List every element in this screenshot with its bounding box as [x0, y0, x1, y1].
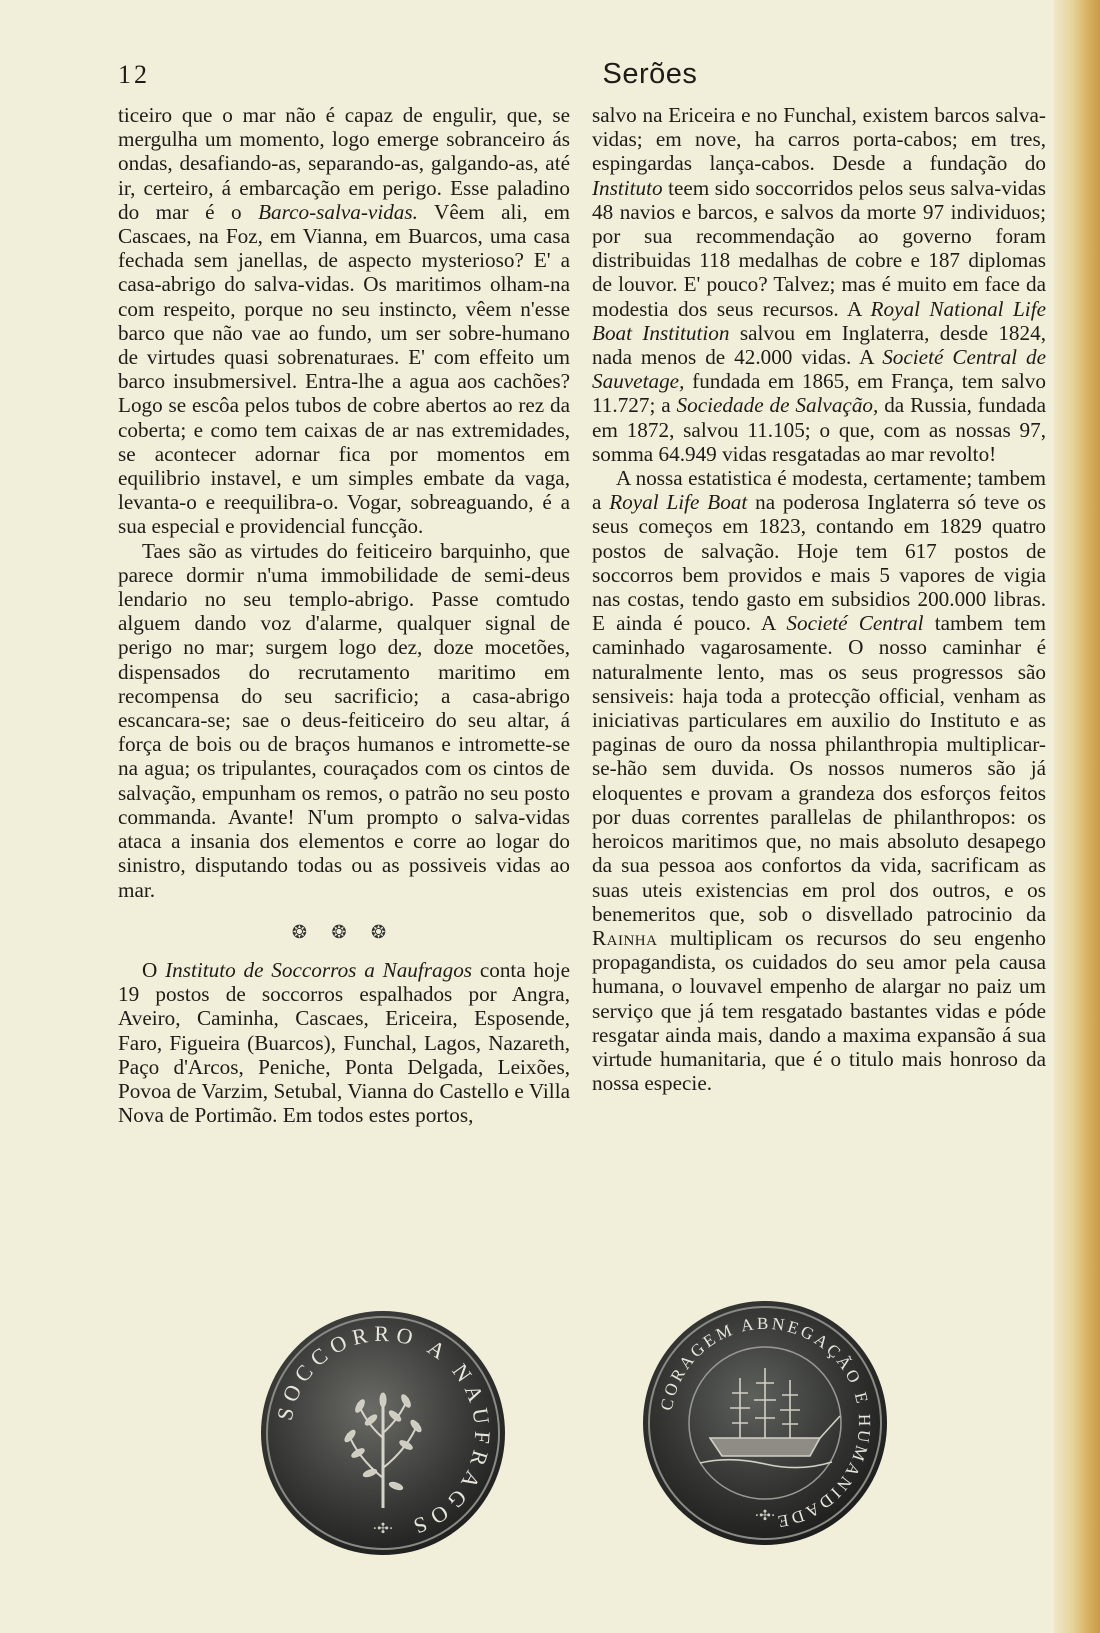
- page-header: [118, 58, 1058, 98]
- paragraph: O Instituto de Soccorros a Naufragos conta hoje 19 postos de soccorros espalhados por Angra, Aveiro, Caminha, Cascaes, Ericeira, Esposende, Faro, Figueira (Buarcos), Funchal, Lagos, Nazareth, Paço d'Arcos, Peniche, Ponta Delgada, Leixões, Povoa de Varzim, Setubal, Vianna do Castello e Villa Nova de Portimão. Em todos estes portos,: [118, 957, 570, 1128]
- section-ornament: ❂ ❂ ❂: [291, 921, 397, 942]
- svg-text:·✣·: ·✣·: [372, 1521, 394, 1537]
- medal-inscription: SOCCORRO A NAUFRAGOS: [271, 1320, 496, 1542]
- small-caps: Rainha: [592, 925, 658, 950]
- running-title: Serões: [602, 58, 698, 90]
- emphasis: Societé Central: [786, 611, 924, 636]
- paragraph: ticeiro que o mar não é capaz de engulir, que, se mergulha um momento, logo emerge sobranceiro ás ondas, desafiando-as, separando-as, galgando-as, até ir, certeiro, á embarcação em perigo. Esse paladino do mar é o Barco-salva-vidas. Vêem ali, em Cascaes, na Foz, em Vianna, em Buarcos, uma casa fechada sem janellas, de aspecto mysterioso? E' a casa-abrigo do salva-vidas. Os maritimos olham-na com respeito, porque no seu instincto, vêem n'esse barco que não vae ao fundo, um ser sobre-humano de virtudes quasi sobrenaturaes. E' com effeito um barco insubmersivel. Entra-lhe a agua aos cachões? Logo se escôa pelos tubos de cobre abertos ao rez da coberta; e como tem caixas de ar nas extremidades, se acontecer adornar fica por momentos em equilibrio instavel, e um simples embate da vaga, levanta-o e reequilibra-o. Vogar, sobreaguando, é a sua especial e providencial funcção.: [118, 103, 570, 539]
- svg-text:·✣·: ·✣·: [754, 1508, 776, 1524]
- emphasis: Societé Central de Sauvetage,: [592, 345, 1046, 394]
- emphasis: Royal Life Boat: [609, 490, 748, 515]
- emphasis: Royal National Life Boat Institution: [592, 296, 1046, 345]
- left-column: [118, 103, 570, 1127]
- right-column: [592, 103, 1046, 1095]
- medal-inscription: CORAGEM ABNEGAÇÃO E HUMANIDADE: [656, 1313, 875, 1532]
- paragraph: A nossa estatistica é modesta, certamente; tambem a Royal Life Boat na poderosa Inglaterra só teve os seus começos em 1823, contando em 1829 quatro postos de salvação. Hoje tem 617 postos de soccorros bem providos e mais 5 vapores de vigia nas costas, tendo gasto em subsidios 200.000 libras. E ainda é pouco. A Societé Central tambem tem caminhado vagarosamente. O nosso caminhar é naturalmente lento, mas os seus progressos são sensiveis: haja toda a protecção official, venham as iniciativas particulares em auxilio do Instituto e as paginas de ouro da nossa philanthropia multiplicar-se-hão sem duvida. Os nossos numeros são já eloquentes e provam a grandeza dos esforços feitos por duas correntes parallelas de philanthropos: os heroicos maritimos que, no mais absoluto desapego da sua pessoa aos confortos da vida, sacrificam as suas uteis existencias em prol dos outros, e os benemeritos que, sob o disvellado patrocinio da Rainha multiplicam os recursos do seu engenho propagandista, os cuidados do seu amor pela causa humana, o louvavel empenho de alargar no paiz um serviço que já tem resgatado bastantes vidas e póde resgatar ainda mais, dando a maxima expansão á sua virtude humanitaria, que é o titulo mais honroso da nossa especie.: [592, 466, 1046, 1096]
- page-number: 12: [118, 60, 150, 89]
- emphasis: Instituto: [592, 175, 663, 200]
- emphasis: Instituto de Soccorros a Naufragos: [165, 957, 473, 982]
- medal-coragem-abnegacao: [640, 1298, 890, 1548]
- page-edge: [1054, 0, 1100, 1633]
- medal-soccorro-a-naufragos: [258, 1308, 508, 1558]
- emphasis: Barco-salva-vidas.: [258, 199, 418, 224]
- paragraph: salvo na Ericeira e no Funchal, existem barcos salva-vidas; em nove, ha carros porta-cabos; em tres, espingardas lança-cabos. Desde a fundação do Instituto teem sido soccorridos pelos seus salva-vidas 48 navios e barcos, e salvos da morte 97 individuos; por sua recommendação ao governo foram distribuidas 118 medalhas de cobre e 187 diplomas de louvor. E' pouco? Talvez; mas é muito em face da modestia dos seus recursos. A Royal National Life Boat Institution salvou em Inglaterra, desde 1824, nada menos de 42.000 vidas. A Societé Central de Sauvetage, fundada em 1865, em França, tem salvo 11.727; a Sociedade de Salvação, da Russia, fundada em 1872, salvou 11.105; o que, com as nossas 97, somma 64.949 vidas resgatadas ao mar revolto!: [592, 103, 1046, 466]
- paragraph: Taes são as virtudes do feiticeiro barquinho, que parece dormir n'uma immobilidade de semi-deus lendario no seu templo-abrigo. Passe comtudo alguem dando voz d'alarme, qualquer signal de perigo no mar; surgem logo dez, doze mocetões, dispensados do recrutamento maritimo em recompensa do seu sacrificio; a casa-abrigo escancara-se; sae o deus-feiticeiro do seu altar, á força de bois ou de braços humanos e intromette-se na agua; os tripulantes, couraçados com os cintos de salvação, empunham os remos, o patrão no seu posto commanda. Avante! N'um prompto o salva-vidas ataca a insania dos elementos e corre ao logar do sinistro, disputando todas ou as possiveis vidas ao mar.: [118, 538, 570, 902]
- emphasis: Sociedade de Salvação,: [676, 393, 879, 418]
